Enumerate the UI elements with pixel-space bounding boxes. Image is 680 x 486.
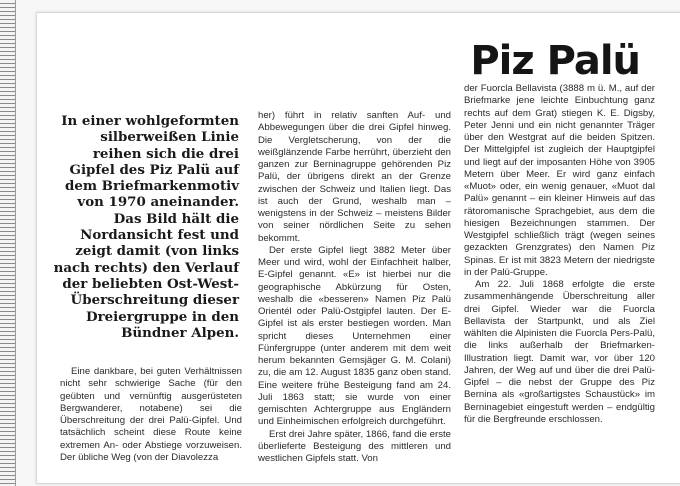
text-column-2: [258, 110, 451, 465]
column-2-paragraph-2: Der erste Gipfel liegt 3882 Meter über Meer und wird, wohl der Einfachheit halber, E-Gipfel genannt. «E» ist hierbei nur die geographische Abkürzung für Osten, weshalb die «besseren» Namen Piz Palü Orientél oder Palü-Ostgipfel lauten. Der E-Gipfel ist als erster bestiegen worden. Man spricht dieses Unternehmen einer Fünfergruppe (unter anderem mit dem weit herum bekannten Gemsjäger G. M. Colani) zu, die am 12. August 1835 ganz oben stand. Eine weitere frühe Besteigung fand am 24. Juli 1863 statt; sie wurde von einer gemischten Achtergruppe aus Engländern und Einheimischen erfolgreich durchgeführt.: [258, 244, 451, 428]
lead-paragraph: In einer wohlgeformten silberweißen Linie reihen sich die drei Gipfel des Piz Palü auf dem Briefmarkenmotiv von 1970 aneinander. Das Bild hält die Nordansicht fest und zeigt damit (von links nach rechts) den Verlauf der beliebten Ost-West-Überschreitung dieser Dreiergruppe in den Bündner Alpen.: [53, 113, 239, 341]
text-column-3: [464, 83, 655, 426]
scanner-ruler: [0, 0, 16, 486]
text-column-1: [60, 366, 242, 464]
column-1-paragraph-1: Eine dankbare, bei guten Verhältnissen nicht sehr schwierige Sache (für den geübten und vernünftig ausgerüsteten Bergwanderer, notabene) sei die Überschreitung der drei Palü-Gipfel. Und tatsächlich scheint diese Route keine extremen An- oder Abstiege vorzuweisen. Der übliche Weg (von der Diavolezza: [60, 366, 242, 463]
column-2-paragraph-3: Erst drei Jahre später, 1866, fand die erste überlieferte Besteigung des mittleren und westlichen Gipfels statt. Von: [258, 428, 451, 464]
article-title: Piz Palü: [470, 38, 640, 84]
column-3-paragraph-2: Am 22. Juli 1868 erfolgte die erste zusammenhängende Überschreitung aller drei Gipfel. Wieder war die Fuorcla Bellavista der Startpunkt, und als Ziel wählten die Alpinisten die Fuorcla Pers-Palü, die links außerhalb der Briefmarken-Illustration liegt. Damit war, vor über 120 Jahren, der Weg auf und über die drei Palü-Gipfel – die nebst der Gruppe des Piz Bernina als «großartigstes Schaustück» im Berninagebiet eingestuft werden – endgültig für die Bergfreunde erschlossen.: [464, 279, 655, 425]
column-3-paragraph-1: der Fuorcla Bellavista (3888 m ü. M., auf der Briefmarke jene leichte Einbuchtung ganz rechts auf dem Grat) stiegen K. E. Digsby, Peter Jenni und ein nicht genannter Träger über den Westgrat auf die beiden Spitzen. Der Mittelgipfel ist zugleich der Hauptgipfel und liegt auf der imposanten Höhe von 3905 Metern über Meer. Er wird ganz einfach «Muot» oder, ein wenig genauer, «Muot dal Palü» genannt – ein kleiner Hinweis auf das rätoromanische Sprachgebiet, aus dem die hiesigen Bezeichnungen stammen. Der Westgipfel schließlich trägt (wegen seines gezackten Grenzgrates) den Namen Piz Spinas. Er ist mit 3823 Metern der niedrigste in der Palü-Gruppe.: [464, 83, 655, 278]
column-2-paragraph-1: her) führt in relativ sanften Auf- und Abbewegungen über die drei Gipfel hinweg. Die Vergletscherung, von der die weißglänzende Farbe herrührt, überzieht den ganzen zur Berninagruppe gehörenden Piz Palü, der übrigens direkt an der Grenze zwischen der Schweiz und Italien liegt. Das ist auch der Grund, weshalb man – wenigstens in der Schweiz – meistens Bilder von seiner nördlichen Seite zu sehen bekommt.: [258, 110, 451, 244]
